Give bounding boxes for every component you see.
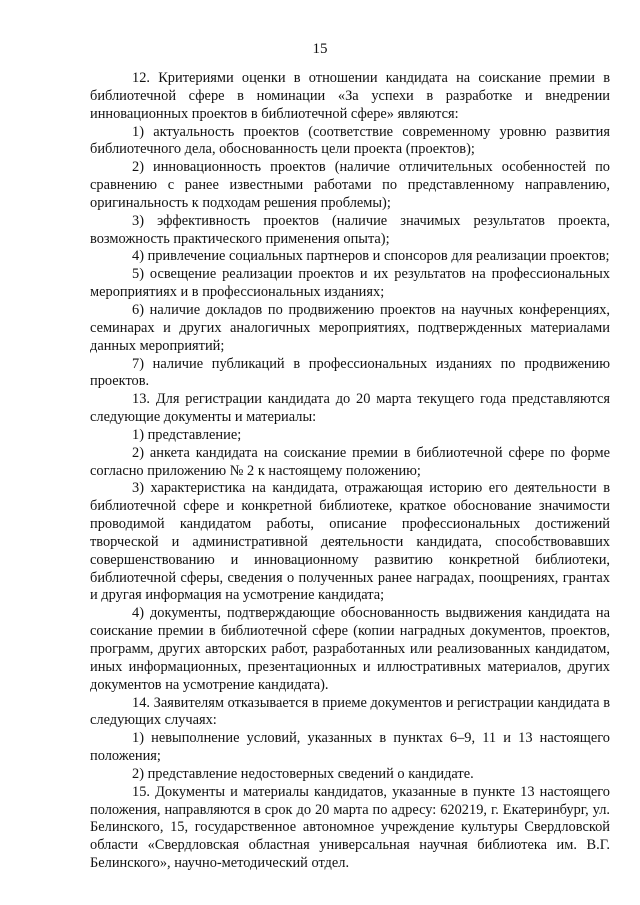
list-item-characteristic: 3) характеристика на кандидата, отражающая историю его деятельности в библиотечной сфере и конкретной библиотеке, краткое обоснование значимости проводимой кандидатом работы, описание профессиональных достижений творческой и административной деятельности кандидата, способствовавших совершенствованию и инновационному развитию конкретной библиотеки, библиотечной сферы, сведения о полученных ранее наградах, поощрениях, грантах и другая информация на усмотрение кандидата; [90,480,610,604]
list-item-innovation: 2) инновационность проектов (наличие отличительных особенностей по сравнению с ранее известными работами по представленному направлению, оригинальность к подходам решения проблемы); [90,159,610,211]
paragraph-14-refusal: 14. Заявителям отказывается в приеме документов и регистрации кандидата в следующих случаях: [90,694,610,729]
list-item-publications: 7) наличие публикаций в профессиональных изданиях по продвижению проектов. [90,355,610,390]
list-item-reports: 6) наличие докладов по продвижению проектов на научных конференциях, семинарах и других аналогичных мероприятиях, подтвержденных материалами данных мероприятий; [90,301,610,354]
paragraph-13-registration: 13. Для регистрации кандидата до 20 марта текущего года представляются следующие документы и материалы: [90,391,610,426]
page-number: 15 [312,41,328,57]
paragraph-12-criteria: 12. Критериями оценки в отношении кандидата на соискание премии в библиотечной сфере в номинации «За успехи в разработке и внедрении инновационных проектов в библиотечной сфере» являются: [90,70,610,122]
list-item-noncompliance: 1) невыполнение условий, указанных в пунктах 6–9, 11 и 13 настоящего положения; [90,730,610,765]
list-item-efficiency: 3) эффективность проектов (наличие значимых результатов проекта, возможность практического применения опыта); [90,212,610,247]
list-item-coverage: 5) освещение реализации проектов и их результатов на профессиональных мероприятиях и в профессиональных изданиях; [90,266,610,301]
list-item-documents: 4) документы, подтверждающие обоснованность выдвижения кандидата на соискание премии в библиотечной сфере (копии наградных документов, проектов, программ, других авторских работ, разработанных или реализованных кандидатом, иных информационных, презентационных и иллюстративных материалов, других документов на усмотрение кандидата). [90,605,610,693]
list-item-submission: 1) представление; [132,426,242,443]
list-item-false-info: 2) представление недостоверных сведений о кандидате. [132,765,474,782]
list-item-partners: 4) привлечение социальных партнеров и спонсоров для реализации проектов; [132,248,610,265]
document-body [90,70,610,873]
paragraph-15-address: 15. Документы и материалы кандидатов, указанные в пункте 13 настоящего положения, направляются в срок до 20 марта по адресу: 620219, г. Екатеринбург, ул. Белинского, 15, государственное автономное учреждение культуры Свердловской области «Свердловская областная универсальная научная библиотека им. В.Г. Белинского», научно-методический отдел. [90,783,610,872]
list-item-relevance: 1) актуальность проектов (соответствие современному уровню развития библиотечного дела, обоснованность цели проекта (проектов); [90,123,610,158]
list-item-questionnaire: 2) анкета кандидата на соискание премии в библиотечной сфере по форме согласно приложению № 2 к настоящему положению; [90,444,610,479]
